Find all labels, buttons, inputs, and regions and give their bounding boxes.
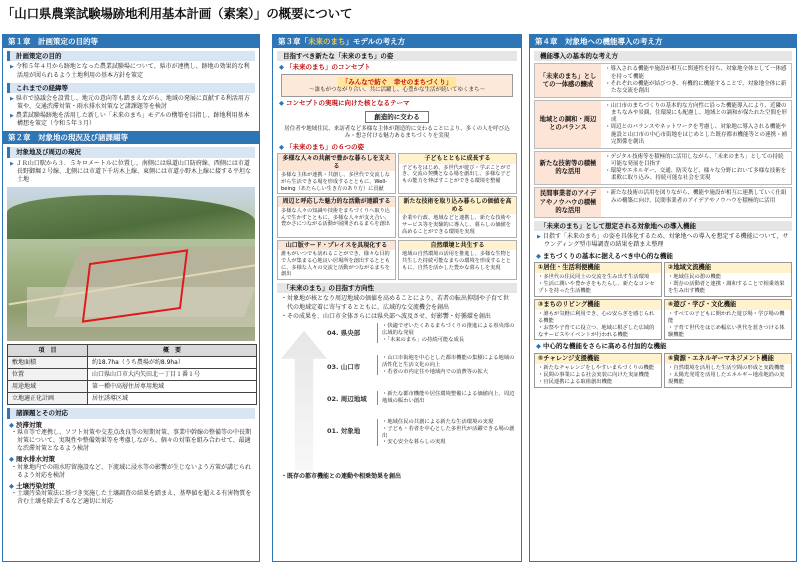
table-cell: 居住誘導区域 bbox=[88, 393, 257, 405]
vision-card bbox=[398, 240, 517, 281]
slogan-subtext: ～誰もがつながり合い、共に活躍し、心豊かな生活が続いてゆくまち～ bbox=[308, 87, 485, 94]
chapter-2-header: 第２章 対象地の現況及び諸課題等 bbox=[3, 131, 259, 144]
chapter-4-header: 第４章 対象地への機能導入の考え方 bbox=[530, 35, 796, 48]
site-subheader: 対象地及び周辺の現況 bbox=[7, 147, 255, 157]
chapter-1-2-panel bbox=[2, 34, 260, 562]
additional-functions-heading: ◆ 中心的な機能をさらに高める付加的な機能 bbox=[536, 342, 790, 350]
table-cell: 敷地面積 bbox=[8, 357, 88, 369]
level-detail: ・ 快適でぜいたくあるまちづくりの推進による県央部の広域的な発展 ・ 「未来のまち」の持続可能な成長 bbox=[377, 323, 517, 344]
additional-functions-grid bbox=[534, 353, 792, 388]
direction-text-1: ・ 対象地が核となり周辺地域の価値を高めることにより、若者の転出抑制や子育て世代の地域定着に寄与するとともに、広域的な交流機会を創出 bbox=[287, 295, 515, 311]
theme-text: 居住者や地域住民、来訪者など多様な主体が創造的に交わることにより、多くの人を呼び込み・想さ付ける魅力あるまちづくりを実現 bbox=[284, 126, 510, 140]
approach-label: 新たな技術等の積極的な活用 bbox=[535, 152, 601, 185]
table-row bbox=[8, 357, 257, 369]
slogan-text: 「みんなで紡ぐ 幸せのまちづくり」 bbox=[338, 77, 456, 87]
site-text: ▶ ＪＲ山口駅から３．５キロメートルに位置し、南側には県道山口防府線、西側には市道長野御堀２号線、北側には市道下千坊木上線、東側には市道小野木上線に接する平坦な土地 bbox=[17, 160, 253, 184]
direction-subheader: 「未来のまち」の目指す方向性 bbox=[277, 283, 517, 293]
function-card: ③まちのリビング機能 ・ 誰もが気軽に利用でき、心の安らぎを感じられる機能 ・ お祭や子育てに役立つ、地域に根ざした広域的なサービスやイベントが行われる機能 bbox=[534, 299, 662, 341]
history-text-2: ▶ 農業試験場跡地を活用した新しい「未来のまち」モデルの構築を目指し、跡地利用基本構想を策定（令和５年３月） bbox=[17, 112, 253, 128]
vision-text: 多様な人々の知識や技術をまちづくりへ取り込んで生かすとともに、多様な人々が支え合い、豊かさにつながる活動が展開されるまちを創出 bbox=[281, 207, 390, 228]
approach-row: 新たな技術等の積極的な活用 ・ デジタル技術等を積極的に活用しながら、「未来のまち」としての持続可能な発展を目指す ・ 環境やエネルギー、交通、防災など、様々な分野において多様な技術を柔軟に取り込み、持続可能な社会を実現 bbox=[534, 151, 792, 186]
soil-heading: ◆ 土壌汚染対策 bbox=[9, 482, 253, 490]
page-title: 「山口県農業試験場跡地利用基本計画（素案）」の概要について bbox=[2, 6, 353, 21]
chapter-3-header: 第３章「未来のまち」モデルの考え方 bbox=[273, 35, 521, 48]
table-cell: 約18.7ha（うち農場が約8.9ha） bbox=[88, 357, 257, 369]
vision-card bbox=[398, 153, 517, 194]
function-card: ④遊び・学び・文化機能 ・ すべての子どもに開かれた遊び場・学び場の機能 ・ 子育て世代をはじめ幅広い世代を惹きつける体験機能 bbox=[664, 299, 792, 341]
vision-card bbox=[277, 153, 396, 194]
upward-arrow bbox=[281, 331, 327, 471]
slogan-box bbox=[281, 74, 513, 98]
traffic-text: ・ 県市等で連携し、ソフト対策や交差点改良等の短期対策、事業中幹線の整備等の中長期対策について、実現性や整備効果等を考慮しながら、個々の対策を組み合わせて、最適な渋滞対策となるよう検討 bbox=[17, 429, 253, 453]
vision-card bbox=[277, 240, 396, 281]
function-card: ⑤チャレンジ支援機能 ・ 新たなチャレンジをしやすいまちづくりの機能 ・ 民間の事業による社会実装に向けた実証機能 ・ 官民連携による取組創出機能 bbox=[534, 353, 662, 388]
ripple-diagram bbox=[277, 323, 517, 471]
history-text-1: ▶ 県市で協議会を設置し、地元の意向等も踏まえながら、地域の発展に貢献する利活用方策や、交通渋滞対策・雨水排水対策など諸課題等を検討 bbox=[17, 95, 253, 111]
level-detail: ・ 新たな都市機能や居住環境整備による価値向上、周辺地域の賑わい創出 bbox=[377, 391, 517, 405]
table-cell: 山口県山口市大内矢田北一丁目１番１号 bbox=[88, 369, 257, 381]
vision-text: 地域の自然環境の活用を推進し、多様な生物と共生した持続可能なまちの環境を形成するとともに、自然を活かした豊かな暮らしを実現 bbox=[402, 251, 511, 271]
chapter-1-header: 第１章 計画策定の目的等 bbox=[3, 35, 259, 48]
core-functions-grid bbox=[534, 262, 792, 340]
site-info-table bbox=[7, 344, 257, 405]
table-cell: 第一種中高層住居専用地域 bbox=[88, 381, 257, 393]
table-cell: 位置 bbox=[8, 369, 88, 381]
functions-text: ▶ 目指す「未来のまち」の姿を具体化するため、対象地への導入を想定する機能について、サウンディング型市場調査の結果を踏まえ整理 bbox=[544, 233, 790, 249]
direction-text-2: ・ その成果を、山口市全体さらには県央部へ波及させ、好影響・好循環を創出 bbox=[287, 313, 515, 321]
vision-text: 子どもをはじめ、多世代が遊び・学ぶことができ、交流の契機となる場を創出し、多様な子どもの能力を伸ばすことができる環境を整備 bbox=[402, 164, 511, 185]
table-row bbox=[8, 369, 257, 381]
vision-text: 誰もがいつでも訪れることができ、様々な目的で人が集まる心地良い居場所を創出するとともに、多様な人々の交流と活動がつながるまちを創出 bbox=[281, 251, 390, 278]
vision-text: 多様な主体が連携・共創し、多世代で交流しながら生活できる場を形成するとともに、Well-being（あたらしい生き方のあり方）に貢献 bbox=[281, 172, 390, 192]
approach-row: 民間事業者のアイデアやノウハウの積極的な活用 ・ 新たな技術の活用を図りながら、機能や施設が相互に連携していく仕組みの構築に向け、民間事業者のアイデアやノウハウを積極的に活用 bbox=[534, 187, 792, 218]
table-header-summary: 概 要 bbox=[88, 345, 257, 357]
concept-heading: ◆ 「未来のまち」のコンセプト bbox=[279, 63, 515, 71]
level-label: 02. 周辺地域 bbox=[327, 394, 367, 403]
functions-subheader: 「未来のまち」として想定される対象地への導入機能 bbox=[534, 221, 792, 231]
theme-heading: ◆ コンセプトの実現に向けた核となるテーマ bbox=[279, 99, 515, 107]
table-cell: 立地適正化計画 bbox=[8, 393, 88, 405]
function-card: ②地域文流機能 ・ 地域住民の憩の機能 ・ 既存の活動者と連携・調和することで相乗効果を生み出す機能 bbox=[664, 262, 792, 297]
level-label: 03. 山口市 bbox=[327, 362, 361, 371]
function-card: ⑥資源・エネルギーマネジメント機能 ・ 自然環境を活用した生活空間の形成と実践機能 ・ 太陽光発電を活用したエネルギー地産地消の実現機能 bbox=[664, 353, 792, 388]
synergy-text: ・ 既存の都市機能との連動や相乗効果を創出 bbox=[287, 473, 515, 481]
drainage-heading: ◆ 雨水排水対策 bbox=[9, 455, 253, 463]
core-functions-heading: ◆ まちづくりの基本に据えるべき中心的な機能 bbox=[536, 252, 790, 260]
vision-title: 子どもとともに成長する bbox=[399, 154, 516, 164]
vision-title: 山口版サード・プレイスを具現化する bbox=[278, 241, 395, 251]
level-label: 04. 県央部 bbox=[327, 328, 361, 337]
approach-row: 「未来のまち」としての一体感の醸成 ・ 導入される機能や施設が相互に関連性を持ち、対象地全体として一体感を持って機能 ・ それぞれの機能が結びつき、有機的に機能することで、対象地全体に新たな交流を創出 bbox=[534, 63, 792, 98]
traffic-heading: ◆ 渋滞対策 bbox=[9, 421, 253, 429]
approach-label: 「未来のまち」としての一体感の醸成 bbox=[535, 64, 601, 97]
table-header-item: 項 目 bbox=[8, 345, 88, 357]
purpose-subheader: 計画策定の目的 bbox=[7, 51, 255, 61]
table-cell: 用途地域 bbox=[8, 381, 88, 393]
vision-title: 周辺と呼応した魅力的な活動が連鎖する bbox=[278, 197, 395, 207]
chapter-3-panel bbox=[272, 34, 522, 562]
vision-card bbox=[398, 196, 517, 237]
vision-subheader: 目指すべき新たな「未来のまち」の姿 bbox=[277, 51, 517, 61]
vision-title: 自然環境と共生する bbox=[399, 241, 516, 251]
issues-subheader: 諸課題とその対応 bbox=[7, 408, 255, 418]
table-row bbox=[8, 393, 257, 405]
approach-row: 地域との調和・周辺とのバランス ・ 山口市のまちづくりの基本的な方向性に沿った機能導入により、近隣のまちなみや景観、住環境にも配慮し、地域との調和が保たれた空間を形成 ・ 周辺とのバランスやネットワークを考慮し、対象地に導入される機能や施設と山口市の中心市街地をはじめとした既存都市機能等との連携・補完関係を創出 bbox=[534, 100, 792, 149]
theme-tag: 創造的に交わる bbox=[365, 111, 429, 123]
approach-label: 民間事業者のアイデアやノウハウの積極的な活用 bbox=[535, 188, 601, 217]
vision-text: 企業や行政、地域などと連携し、新たな技術やサービス等を実験的に導入し、暮らしの価値を高めることができる環境を実現 bbox=[402, 215, 511, 235]
drainage-text: ・ 対象地内での雨水貯留施設など、下流域に浸水等の影響が生じないよう方策が講じられるよう対応を検討 bbox=[17, 464, 253, 480]
approach-label: 地域との調和・周辺とのバランス bbox=[535, 101, 601, 148]
vision-title: 多様な人々の共創で豊かな暮らしを支える bbox=[278, 154, 395, 171]
aerial-photo bbox=[7, 187, 255, 341]
basic-approach-subheader: 機能導入の基本的な考え方 bbox=[534, 51, 792, 61]
chapter-4-panel bbox=[529, 34, 797, 562]
six-visions-grid bbox=[277, 153, 517, 280]
level-detail: ・ 地域住民の共創による新たな生活環境の実現 ・ 子ども・若者を中心とした多世代が活躍できる場の創出 ・ 安心安全な暮らしの実現 bbox=[377, 419, 517, 447]
level-label: 01. 対象地 bbox=[327, 426, 361, 435]
table-row bbox=[8, 381, 257, 393]
history-subheader: これまでの経緯等 bbox=[7, 83, 255, 93]
level-detail: ・ 山口市街地を中心とした都市機能の集積による地域の活性化と生活文化の向上 ・ 若者の市内定住や地域内での消費等の拡大 bbox=[377, 355, 517, 376]
purpose-text: ▶ 令和５年４月から跡地となった農業試験場について、県市が連携し、跡地の効果的な利活用が図られるよう土地利用の基本方針を策定 bbox=[17, 63, 253, 79]
soil-text: ・ 土壌汚染対策法に基づき実施した土壌調査の結果を踏まえ、基準値を超える有害物質を含む土壌を除去するなど適切に対応 bbox=[17, 490, 253, 506]
vision-title: 新たな技術を取り込み暮らしの価値を高める bbox=[399, 197, 516, 214]
function-card: ①居住・生活利便機能 ・ 多世代の住民同士の交流を生み出す生活環境 ・ 生活に潤いや豊かさをもたらし、新たなコンセプトを持った生活機能 bbox=[534, 262, 662, 297]
six-visions-heading: ◆ 「未来のまち」の６つの姿 bbox=[279, 143, 515, 151]
vision-card bbox=[277, 196, 396, 237]
